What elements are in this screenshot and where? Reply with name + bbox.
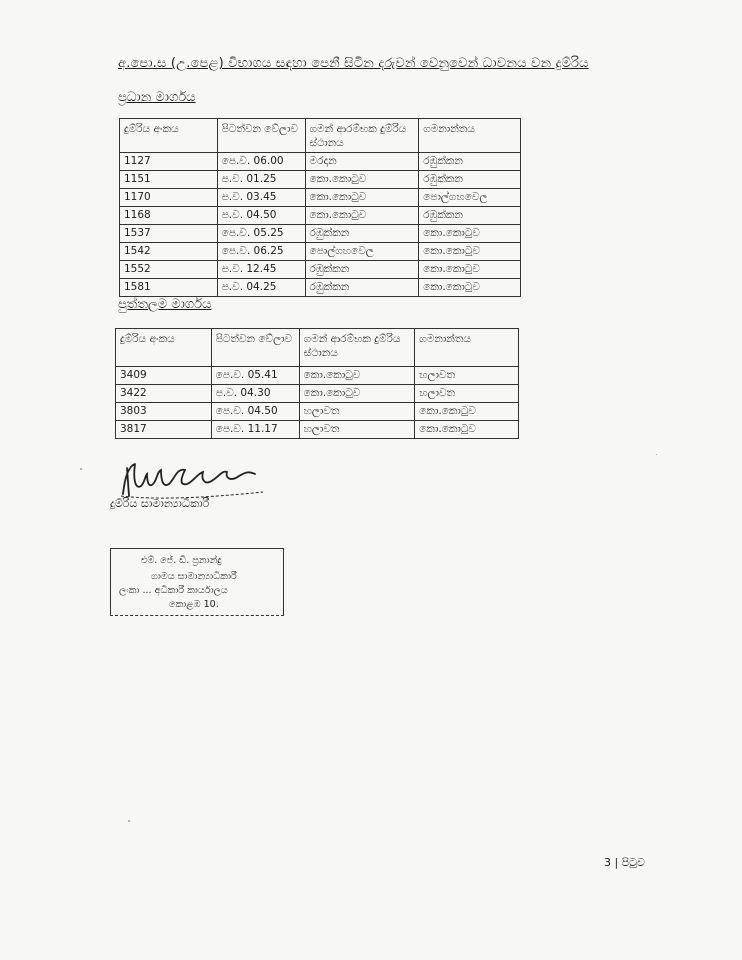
cell: පෙ.ව. 11.17: [211, 421, 299, 439]
table-row: [120, 261, 521, 279]
cell: හලාවත: [299, 421, 415, 439]
cell: රඹුක්කන: [305, 225, 419, 243]
cell: පොල්ගහවෙල: [305, 243, 419, 261]
cell: 1151: [120, 171, 218, 189]
stamp-city: කොළඹ 10.: [169, 599, 219, 610]
puttalam-line-table: [115, 328, 519, 439]
cell: කො.කොටුව: [419, 279, 521, 297]
table-row: [116, 403, 519, 421]
table-row: [116, 385, 519, 403]
main-line-table: [119, 118, 521, 297]
scan-speck: [656, 454, 657, 455]
cell: 3817: [116, 421, 212, 439]
table-row: [120, 243, 521, 261]
cell: කො.කොටුව: [299, 367, 415, 385]
table-row: [120, 189, 521, 207]
cell: 3409: [116, 367, 212, 385]
table-row: [116, 367, 519, 385]
document-title: අ.පො.ස (උ.පෙළ) විභාගය සඳහා පෙනී සිටින දරුවන් වෙනුවෙන් ධාවනය වන දුම්රිය: [118, 56, 589, 71]
cell: රඹුක්කන: [419, 153, 521, 171]
official-stamp: [110, 548, 284, 616]
cell: 1127: [120, 153, 218, 171]
cell: ප.ව. 04.30: [211, 385, 299, 403]
cell: රඹුක්කන: [419, 171, 521, 189]
cell: ප.ව. 04.50: [217, 207, 305, 225]
cell: රඹුක්කන: [419, 207, 521, 225]
table-header-row: [116, 329, 519, 367]
cell: 1168: [120, 207, 218, 225]
column-header: ගමනාන්තය: [415, 329, 519, 367]
puttalam-line-heading: පුත්තලම මාර්ගය: [118, 297, 212, 312]
scan-speck: [80, 468, 82, 470]
main-line-heading: ප්‍රධාන මාර්ගය: [118, 90, 196, 105]
cell: ප.ව. 03.45: [217, 189, 305, 207]
cell: පෙ.ව. 06.00: [217, 153, 305, 171]
cell: කො.කොටුව: [299, 385, 415, 403]
cell: කො.කොටුව: [415, 421, 519, 439]
cell: 1542: [120, 243, 218, 261]
cell: 1552: [120, 261, 218, 279]
column-header: ගමනාන්තය: [419, 119, 521, 153]
table-row: [120, 153, 521, 171]
cell: හලාවත: [299, 403, 415, 421]
table-row: [116, 421, 519, 439]
cell: රඹුක්කන: [305, 279, 419, 297]
cell: මරදාන: [305, 153, 419, 171]
cell: කො.කොටුව: [305, 189, 419, 207]
signature-label: දුම්රිය සාමාන්‍යාධිකාරී: [110, 497, 210, 510]
cell: කො.කොටුව: [419, 261, 521, 279]
cell: ප.ව. 01.25: [217, 171, 305, 189]
stamp-name: එම්. ජේ. ඩී. ප්‍රනාන්දු: [141, 555, 222, 566]
cell: පෙ.ව. 06.25: [217, 243, 305, 261]
scan-speck: [128, 820, 130, 822]
table-header-row: [120, 119, 521, 153]
page-number: 3 | පිටුව: [604, 856, 645, 869]
cell: 3422: [116, 385, 212, 403]
cell: පෙ.ව. 05.25: [217, 225, 305, 243]
cell: රඹුක්කන: [305, 261, 419, 279]
column-header: ගමන් ආරම්භක දුම්රිය ස්ථානය: [305, 119, 419, 153]
cell: කො.කොටුව: [419, 225, 521, 243]
stamp-designation: ගාමය සාමාන්‍යාධිකාරී: [151, 571, 237, 582]
cell: පොල්ගහවෙල: [419, 189, 521, 207]
cell: 1537: [120, 225, 218, 243]
cell: ප.ව. 04.25: [217, 279, 305, 297]
cell: පෙ.ව. 04.50: [211, 403, 299, 421]
cell: කො.කොටුව: [415, 403, 519, 421]
table-row: [120, 225, 521, 243]
cell: කො.කොටුව: [419, 243, 521, 261]
cell: හලාවත: [415, 367, 519, 385]
column-header: පිටත්වන වේලාව: [211, 329, 299, 367]
cell: කො.කොටුව: [305, 171, 419, 189]
cell: කො.කොටුව: [305, 207, 419, 225]
table-row: [120, 207, 521, 225]
column-header: දුම්රිය අංකය: [120, 119, 218, 153]
cell: ප.ව. 12.45: [217, 261, 305, 279]
cell: 1170: [120, 189, 218, 207]
cell: පෙ.ව. 05.41: [211, 367, 299, 385]
column-header: ගමන් ආරම්භක දුම්රිය ස්ථානය: [299, 329, 415, 367]
cell: 3803: [116, 403, 212, 421]
cell: හලාවත: [415, 385, 519, 403]
cell: 1581: [120, 279, 218, 297]
stamp-office: ලංකා ... අධිකාරී කාර්යාලය: [119, 585, 228, 596]
column-header: දුම්රිය අංකය: [116, 329, 212, 367]
table-row: [120, 279, 521, 297]
table-row: [120, 171, 521, 189]
column-header: පිටත්වන වේලාව: [217, 119, 305, 153]
